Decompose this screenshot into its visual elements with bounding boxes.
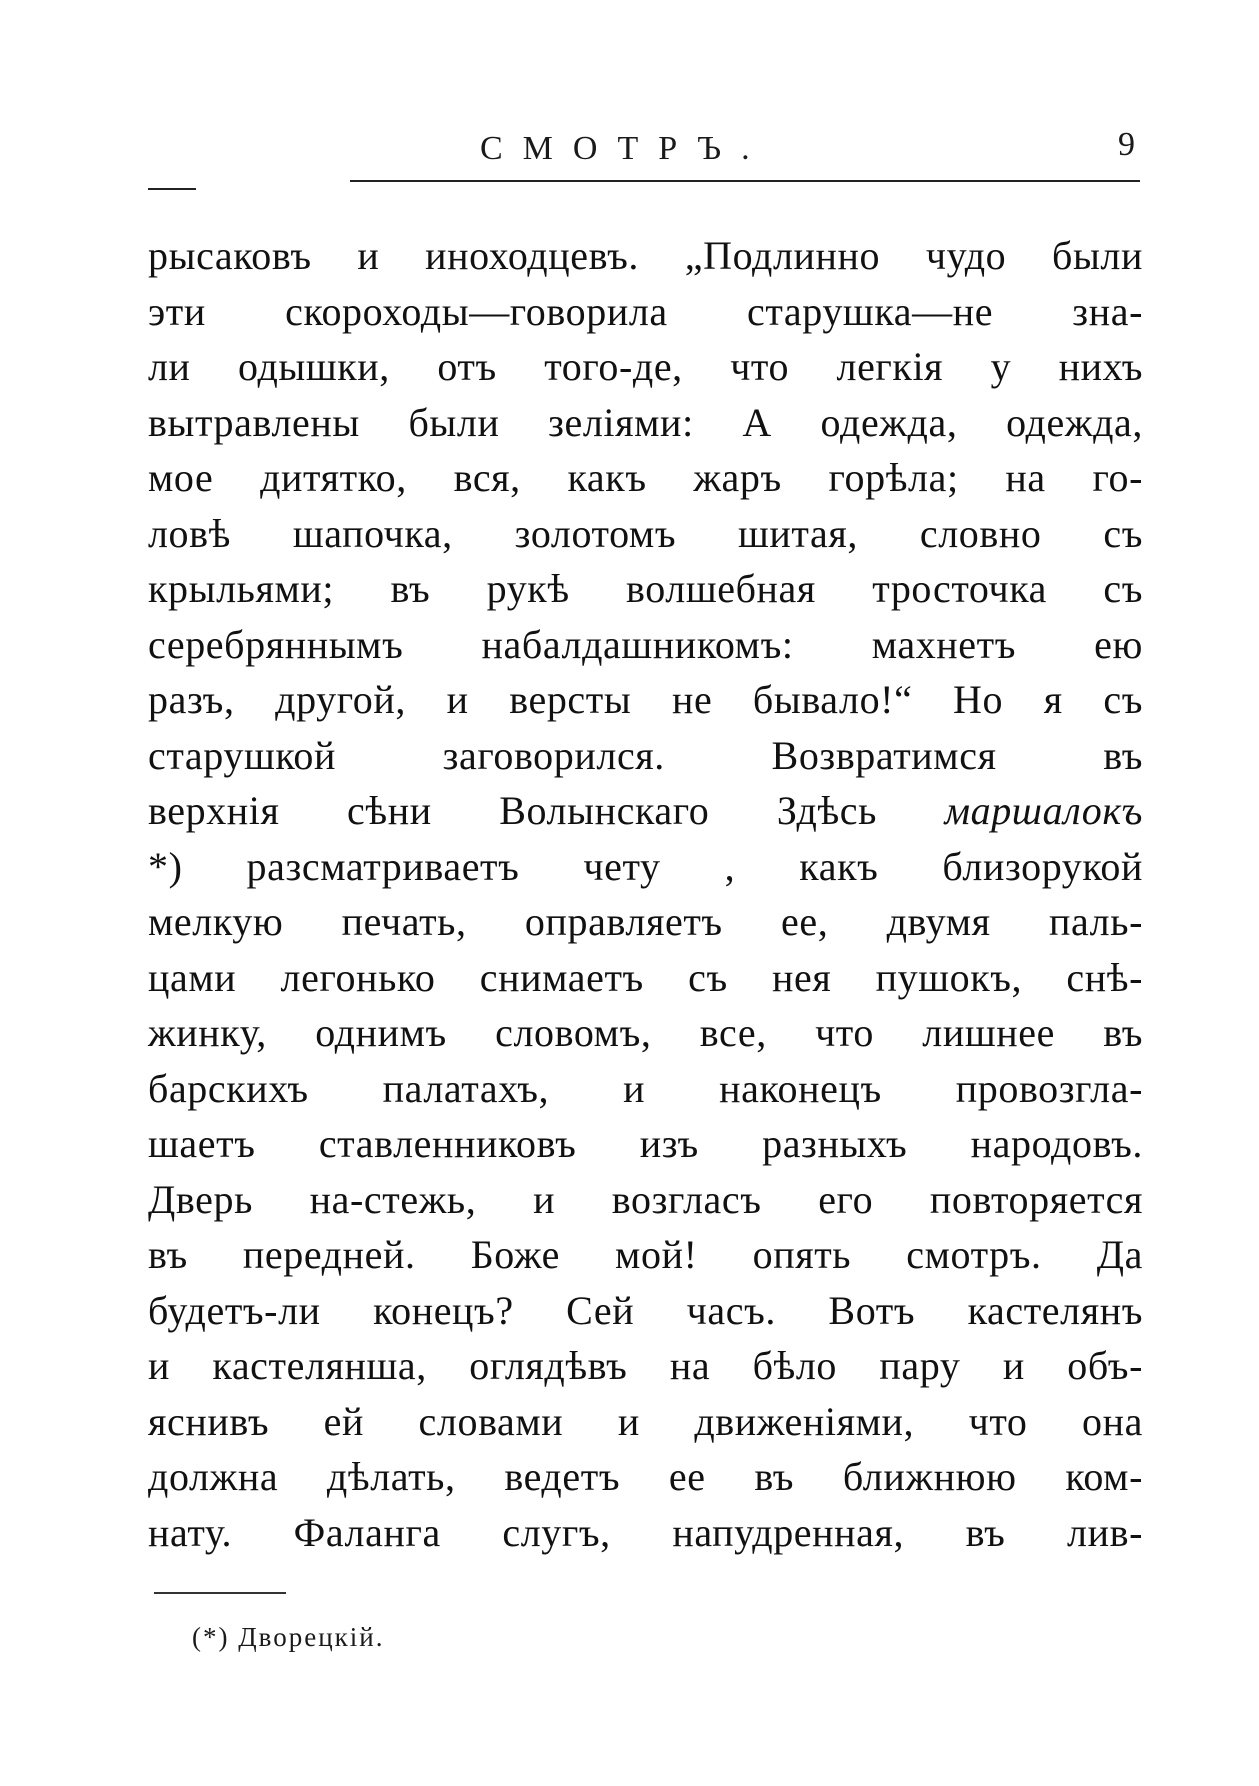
text-line-segment: верхнія сѣни Волынскаго Здѣсь xyxy=(148,788,877,833)
text-line: старушкой заговорился. Возвратимся въ xyxy=(148,732,1143,778)
text-line: ли одышки, отъ того-де, что легкія у нихъ xyxy=(148,344,1143,389)
text-line: мое дитятко, вся, какъ жаръ горѣла; на го- xyxy=(148,455,1143,500)
italic-term: маршалокъ xyxy=(944,788,1143,833)
text-line: эти скороходы—говорила старушка—не зна- xyxy=(148,288,1143,334)
footnote-rule xyxy=(154,1592,286,1594)
text-line: барскихъ палатахъ, и наконецъ провозгла- xyxy=(148,1065,1143,1111)
text-line-with-italic xyxy=(148,783,1143,839)
text-line: жинку, однимъ словомъ, все, что лишнее въ xyxy=(148,1010,1143,1055)
footnote: (*) Дворецкій. xyxy=(192,1622,385,1652)
text-line: *) разсматриваетъ чету , какъ близорукой xyxy=(148,843,1143,889)
text-line: разъ, другой, и версты не бывало!“ Но я съ xyxy=(148,677,1143,722)
text-line: будетъ-ли конецъ? Сей часъ. Вотъ кастелянъ xyxy=(148,1287,1143,1333)
header-rule-short xyxy=(148,188,196,190)
text-line: цами легонько снимаетъ съ нея пушокъ, снѣ- xyxy=(148,954,1143,1000)
text-line: рысаковъ и иноходцевъ. „Подлинно чудо были xyxy=(148,233,1143,278)
text-line: мелкую печать, оправляетъ ее, двумя паль- xyxy=(148,899,1143,944)
running-head xyxy=(0,120,1259,180)
running-title: СМОТРЪ. xyxy=(480,130,770,167)
text-line: Дверь на-стежь, и возгласъ его повторяется xyxy=(148,1176,1143,1222)
text-line: серебряннымъ набалдашникомъ: махнетъ ею xyxy=(148,621,1143,667)
text-line: яснивъ ей словами и движеніями, что она xyxy=(148,1398,1143,1444)
text-line: крыльями; въ рукѣ волшебная тросточка съ xyxy=(148,566,1143,611)
page-number: 9 xyxy=(1118,126,1135,163)
body-text xyxy=(148,228,1143,1560)
text-line: вытравлены были зеліями: А одежда, одежда, xyxy=(148,399,1143,445)
text-line: нату. Фаланга слугъ, напудренная, въ лив- xyxy=(148,1509,1143,1555)
text-line: и кастелянша, оглядѣвъ на бѣло пару и объ- xyxy=(148,1343,1143,1388)
text-line: ловѣ шапочка, золотомъ шитая, словно съ xyxy=(148,510,1143,556)
text-line: въ передней. Боже мой! опять смотръ. Да xyxy=(148,1232,1143,1277)
text-line: должна дѣлать, ведетъ ее въ ближнюю ком- xyxy=(148,1454,1143,1499)
header-rule-long xyxy=(350,180,1140,182)
text-line: шаетъ ставленниковъ изъ разныхъ народовъ. xyxy=(148,1121,1143,1166)
